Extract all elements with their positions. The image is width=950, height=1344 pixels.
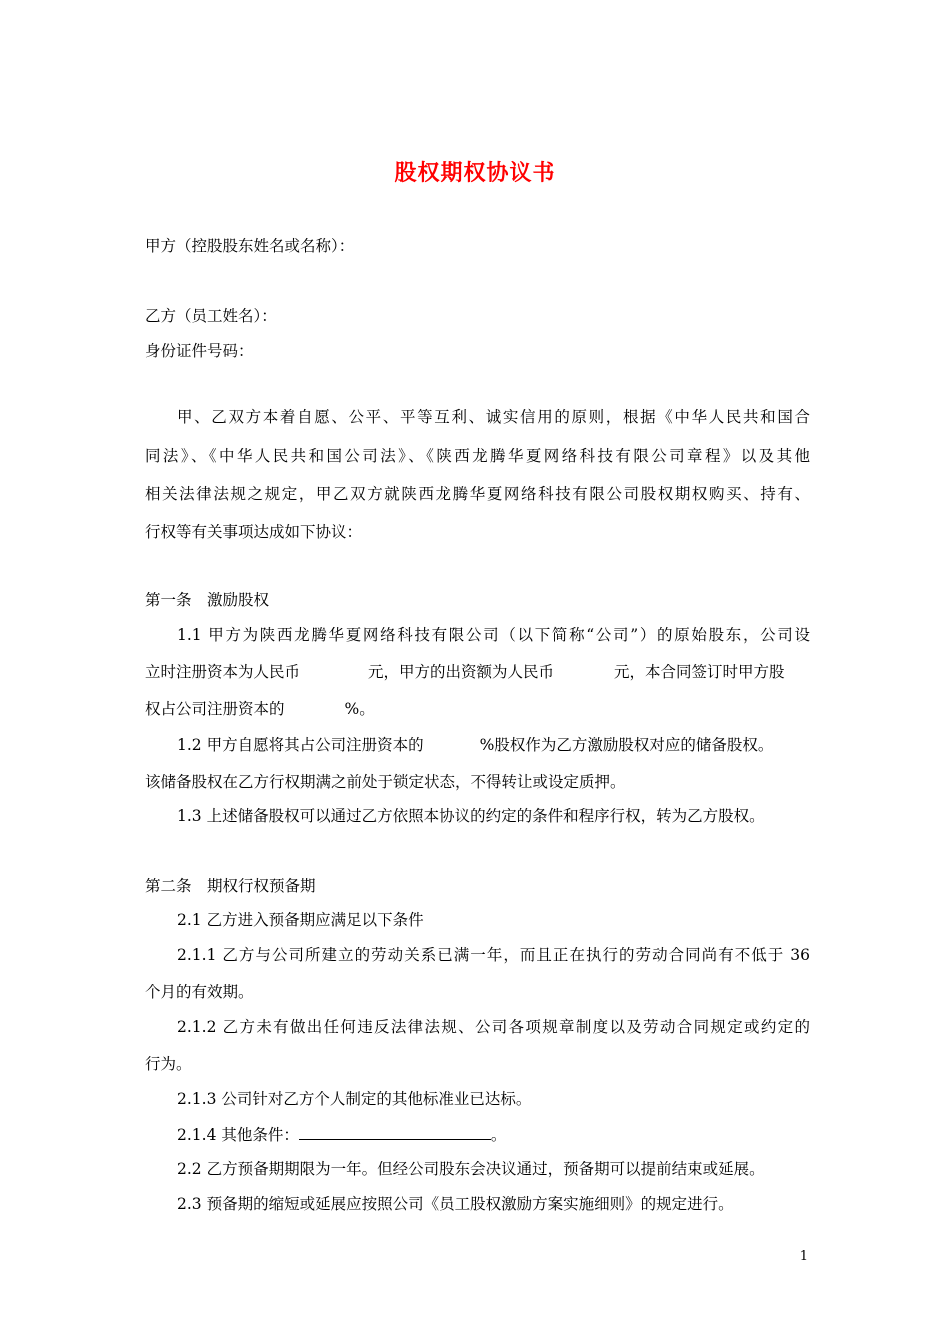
clause-1-1-text-e: %。 <box>344 700 375 718</box>
clause-2-1-4 <box>177 1124 810 1145</box>
clause-2-1-1-line-1: 2.1.1 乙方与公司所建立的劳动关系已满一年，而且正在执行的劳动合同尚有不低于 36 <box>177 946 810 964</box>
clause-2-1-2-line-2: 行为。 <box>145 1055 192 1073</box>
other-conditions-blank <box>299 1124 491 1140</box>
preamble-line-4: 行权等有关事项达成如下协议： <box>145 523 363 541</box>
clause-1-1-text-a: 立时注册资本为人民币 <box>145 663 301 681</box>
id-number-line: 身份证件号码： <box>145 342 254 360</box>
preamble-line-3: 相关法律法规之规定，甲乙双方就陕西龙腾华夏网络科技有限公司股权期权购买、持有、 <box>145 485 810 503</box>
page-number: 1 <box>799 1249 808 1264</box>
clause-2-1-4-text-a: 2.1.4 其他条件： <box>177 1126 299 1144</box>
clause-2-1-3: 2.1.3 公司针对乙方个人制定的其他标准业已达标。 <box>177 1090 532 1108</box>
preamble-line-1: 甲、乙双方本着自愿、公平、平等互利、诚实信用的原则，根据《中华人民共和国合 <box>177 408 810 426</box>
clause-1-2-text-a: 1.2 甲方自愿将其占公司注册资本的 <box>177 736 424 754</box>
clause-2-1: 2.1 乙方进入预备期应满足以下条件 <box>177 911 424 929</box>
clause-2-1-4-text-b: 。 <box>490 1126 507 1144</box>
article-1-heading: 第一条 激励股权 <box>145 591 270 609</box>
clause-1-1-line-1: 1.1 甲方为陕西龙腾华夏网络科技有限公司（以下简称“公司”）的原始股东，公司设 <box>177 626 810 644</box>
clause-1-3: 1.3 上述储备股权可以通过乙方依照本协议的约定的条件和程序行权，转为乙方股权。 <box>177 807 765 825</box>
clause-1-1-line-3 <box>145 699 810 719</box>
clause-1-2-line-1 <box>177 735 810 755</box>
clause-1-1-text-c: 元，本合同签订时甲方股 <box>614 663 785 681</box>
preamble-line-2: 同法》、《中华人民共和国公司法》、《陕西龙腾华夏网络科技有限公司章程》以及其他 <box>145 447 810 465</box>
article-2-heading: 第二条 期权行权预备期 <box>145 877 316 895</box>
clause-1-1-line-2 <box>145 662 810 682</box>
clause-2-1-1-line-2: 个月的有效期。 <box>145 983 254 1001</box>
clause-2-2: 2.2 乙方预备期期限为一年。但经公司股东会决议通过，预备期可以提前结束或延展。 <box>177 1160 765 1178</box>
clause-2-1-2-line-1: 2.1.2 乙方未有做出任何违反法律法规、公司各项规章制度以及劳动合同规定或约定的 <box>177 1018 810 1036</box>
clause-1-2-text-b: %股权作为乙方激励股权对应的储备股权。 <box>479 736 774 754</box>
clause-1-2-line-2: 该储备股权在乙方行权期满之前处于锁定状态，不得转让或设定质押。 <box>145 773 626 791</box>
party-a-line: 甲方（控股股东姓名或名称）： <box>145 237 355 255</box>
clause-2-3: 2.3 预备期的缩短或延展应按照公司《员工股权激励方案实施细则》的规定进行。 <box>177 1195 734 1213</box>
clause-1-1-text-b: 元，甲方的出资额为人民币 <box>368 663 555 681</box>
document-title: 股权期权协议书 <box>394 160 556 186</box>
clause-1-1-text-d: 权占公司注册资本的 <box>145 700 285 718</box>
party-b-line: 乙方（员工姓名）： <box>145 307 277 325</box>
